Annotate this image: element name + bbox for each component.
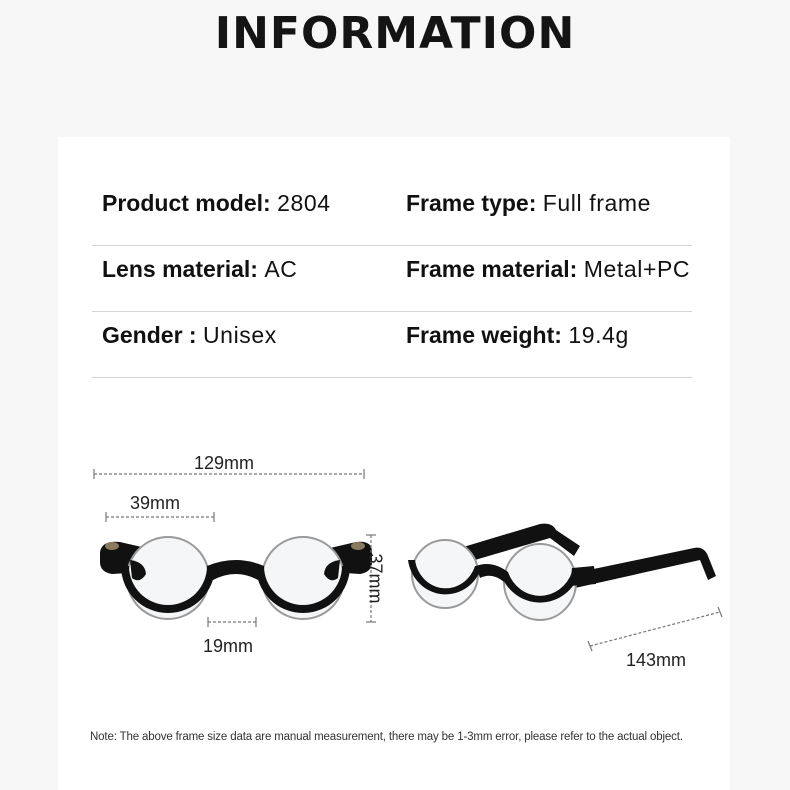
spec-value: 19.4g: [568, 322, 629, 348]
page-title: INFORMATION: [214, 8, 576, 59]
spec-value: Full frame: [542, 190, 652, 216]
spec-label: Frame weight:: [406, 322, 562, 348]
spec-value: Unisex: [202, 322, 277, 348]
total-width-label: 129mm: [194, 453, 255, 473]
spec-label: Gender :: [102, 322, 197, 348]
side-view-glasses: [408, 524, 716, 620]
lens-height-label: 37mm: [365, 553, 386, 604]
bridge-width-label: 19mm: [203, 636, 254, 656]
spec-value: Metal+PC: [583, 256, 691, 282]
spec-label: Frame material:: [406, 256, 578, 282]
spec-value: AC: [264, 256, 298, 282]
temple-length-label: 143mm: [626, 650, 687, 670]
spec-label: Frame type:: [406, 190, 537, 216]
lens-width-label: 39mm: [130, 493, 181, 513]
measurement-note: Note: The above frame size data are manual measurement, there may be 1-3mm error, please refer to the actual object.: [90, 731, 683, 743]
front-view-glasses: [100, 537, 372, 619]
spec-label: Product model:: [102, 190, 271, 216]
spec-value: 2804: [277, 190, 331, 216]
spec-label: Lens material:: [102, 256, 258, 282]
